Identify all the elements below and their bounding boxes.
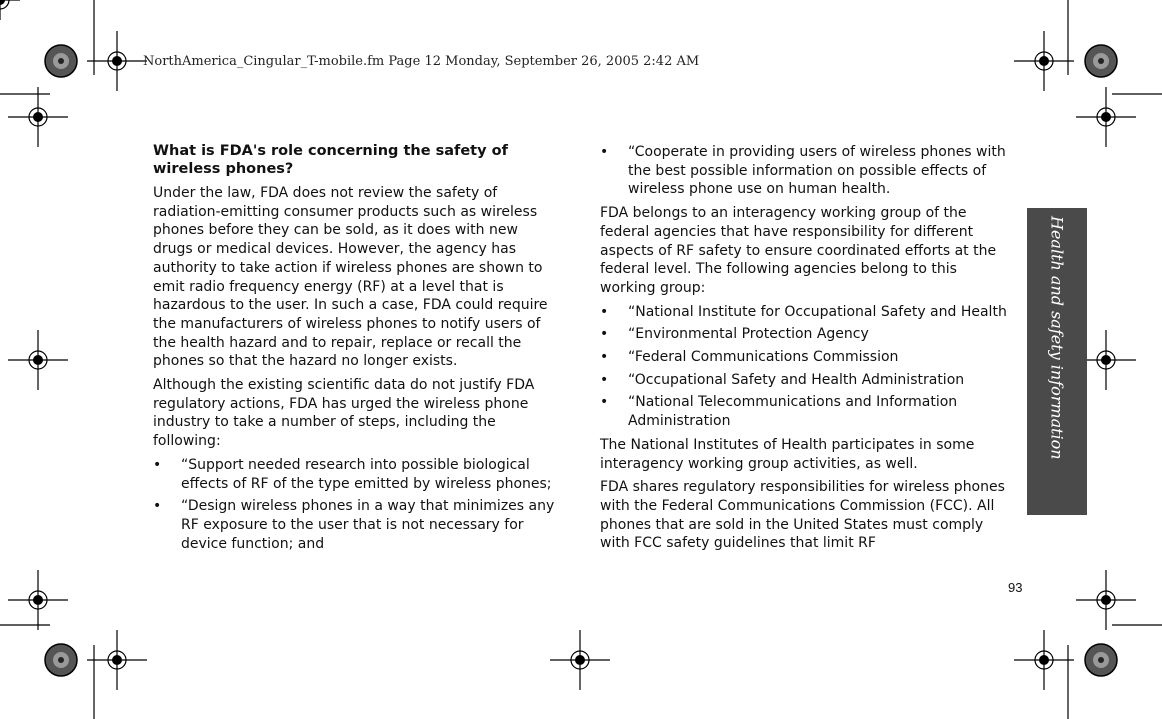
list-item: • “Federal Communications Commission (600, 348, 1010, 367)
paragraph: FDA belongs to an interagency working group of the federal agencies that have responsibility for different aspects of RF safety to ensure coordinated efforts at the federal level. The following agencies belong to this working group: (600, 205, 997, 296)
list-item: • “Cooperate in providing users of wireless phones with the best possible information on possible effects of wireless phone use on human health. (600, 143, 1010, 199)
section-side-tab (1027, 208, 1087, 515)
paragraph: The National Institutes of Health participates in some interagency working group activities, as well. (600, 436, 975, 472)
list-item: • “Environmental Protection Agency (600, 325, 1010, 344)
left-column (153, 142, 561, 558)
list-item: • “Occupational Safety and Health Administration (600, 371, 1010, 390)
paragraph: FDA shares regulatory responsibilities for wireless phones with the Federal Communications Commission (FCC). All phones that are sold in the United States must comply with FCC safety guidelines that limit RF (600, 479, 1005, 552)
page-number: 93 (1008, 580, 1023, 595)
file-header: NorthAmerica_Cingular_T-mobile.fm Page 12 Monday, September 26, 2005 2:42 AM (143, 54, 700, 69)
list-item: • “National Institute for Occupational Safety and Health (600, 303, 1010, 322)
list-item: • “National Telecommunications and Information Administration (600, 393, 1010, 430)
right-column (600, 143, 1010, 558)
list-item: • “Design wireless phones in a way that minimizes any RF exposure to the user that is not necessary for device function; and (153, 497, 561, 553)
bullet-list (153, 456, 561, 554)
section-heading: What is FDA's role concerning the safety of wireless phones? (153, 143, 508, 177)
paragraph: Although the existing scientific data do not justify FDA regulatory actions, FDA has urged the wireless phone industry to take a number of steps, including the following: (153, 377, 535, 450)
side-tab-label: Health and safety information (1047, 216, 1067, 460)
list-item: • “Support needed research into possible biological effects of RF of the type emitted by wireless phones; (153, 456, 561, 493)
bullet-list (600, 143, 1010, 199)
paragraph: Under the law, FDA does not review the safety of radiation-emitting consumer products such as wireless phones before they can be sold, as it does with new drugs or medical devices. However, the agency has authority to take action if wireless phones are shown to emit radio frequency energy (RF) at a level that is hazardous to the user. In such a case, FDA could require the manufacturers of wireless phones to notify users of the health hazard and to repair, replace or recall the phones so that the hazard no longer exists. (153, 185, 548, 370)
agency-list (600, 303, 1010, 431)
